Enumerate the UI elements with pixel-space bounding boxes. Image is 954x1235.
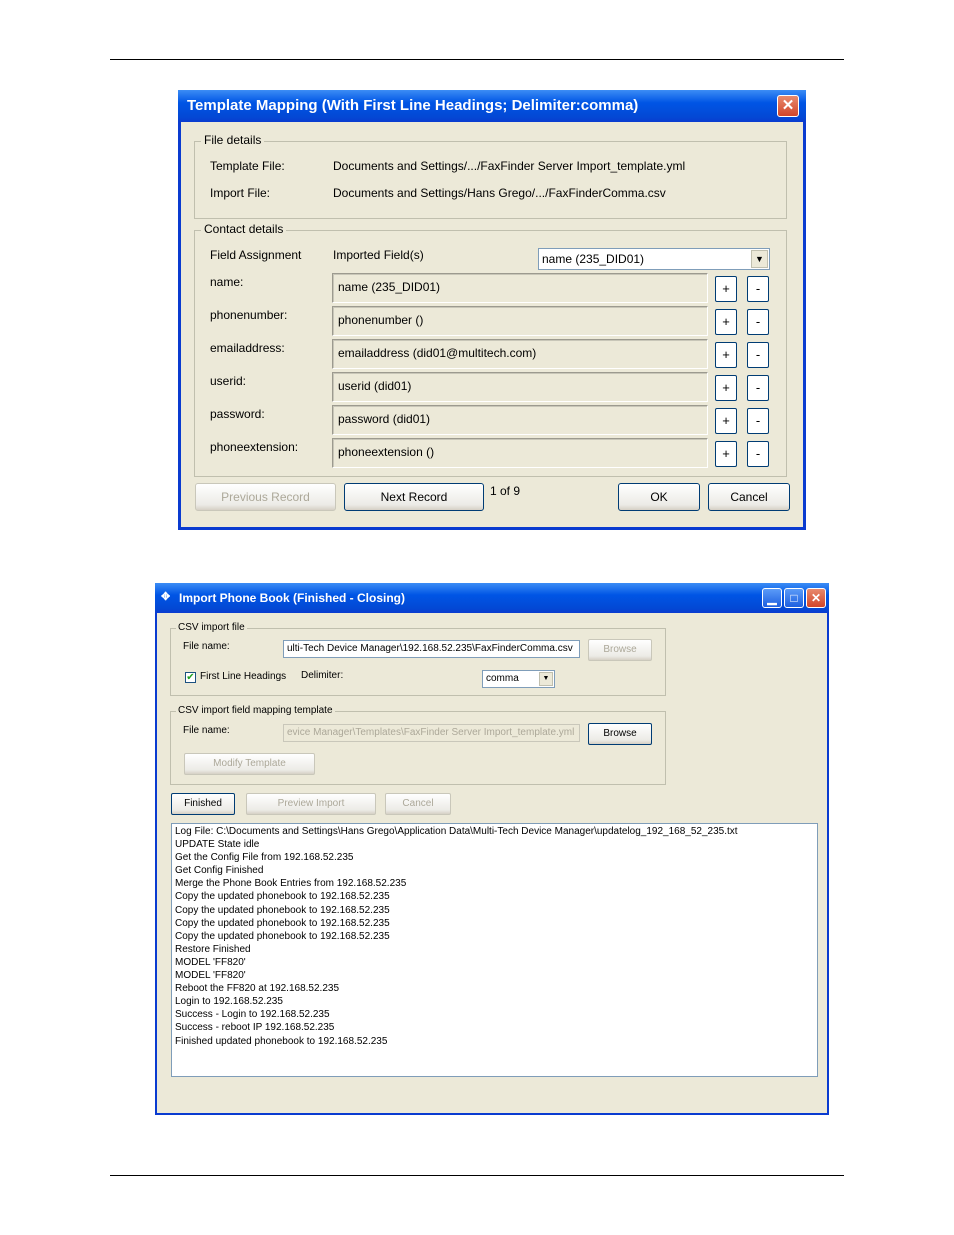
template-mapping-dialog <box>178 90 806 530</box>
browse-csv-button[interactable]: Browse <box>588 639 652 661</box>
minimize-icon: ▁ <box>767 591 777 605</box>
log-line: Merge the Phone Book Entries from 192.168.52.235 <box>175 878 407 890</box>
csv-file-name-input[interactable]: ulti-Tech Device Manager\192.168.52.235\FaxFinderComma.csv <box>283 640 580 658</box>
remove-mapping-button-emailaddress[interactable]: - <box>747 342 769 368</box>
log-line: Success - reboot IP 192.168.52.235 <box>175 1022 335 1034</box>
mapped-field-userid[interactable]: userid (did01) <box>332 372 708 402</box>
log-line: Log File: C:\Documents and Settings\Hans Grego\Application Data\Multi-Tech Device Manager\updatelog_192_168_52_235.txt <box>175 826 738 837</box>
log-line: Copy the updated phonebook to 192.168.52.235 <box>175 891 390 903</box>
add-mapping-button-phonenumber[interactable]: + <box>715 309 737 335</box>
field-label-phonenumber: phonenumber: <box>210 308 288 322</box>
cancel-button[interactable]: Cancel <box>708 483 790 511</box>
mapped-field-emailaddress[interactable]: emailaddress (did01@multitech.com) <box>332 339 708 369</box>
maximize-icon: □ <box>790 591 798 605</box>
import-file-value: Documents and Settings/Hans Grego/.../FaxFinderComma.csv <box>333 186 666 200</box>
first-line-headings-checkbox[interactable] <box>185 672 196 683</box>
log-line: Success - Login to 192.168.52.235 <box>175 1009 330 1021</box>
dialog-title: Import Phone Book (Finished - Closing) <box>179 591 405 605</box>
add-mapping-button-name[interactable]: + <box>715 276 737 302</box>
file-name-label: File name: <box>183 641 230 652</box>
dialog-title: Template Mapping (With First Line Headings; Delimiter:comma) <box>187 97 639 114</box>
log-line: Copy the updated phonebook to 192.168.52.235 <box>175 930 390 942</box>
page-header-rule <box>110 59 844 60</box>
delimiter-selected: comma <box>486 673 519 684</box>
close-icon: ✕ <box>810 591 822 605</box>
close-button[interactable] <box>777 95 799 117</box>
add-mapping-button-password[interactable]: + <box>715 408 737 434</box>
log-line: MODEL 'FF820' <box>175 970 246 982</box>
log-line: UPDATE State idle <box>175 839 260 851</box>
field-assignment-label: Field Assignment <box>210 248 302 262</box>
chevron-down-icon[interactable]: ▼ <box>751 250 768 268</box>
delimiter-label: Delimiter: <box>301 670 344 681</box>
log-line: Get the Config File from 192.168.52.235 <box>175 852 354 864</box>
modify-template-button[interactable]: Modify Template <box>184 753 315 775</box>
checkmark-icon: ✔ <box>186 672 195 683</box>
group-legend: File details <box>201 133 264 147</box>
add-mapping-button-emailaddress[interactable]: + <box>715 342 737 368</box>
minimize-button[interactable] <box>762 588 782 608</box>
log-line: Reboot the FF820 at 192.168.52.235 <box>175 983 340 995</box>
cancel-import-button[interactable]: Cancel <box>385 793 451 815</box>
field-label-userid: userid: <box>210 374 247 388</box>
add-mapping-button-userid[interactable]: + <box>715 375 737 401</box>
log-line: Copy the updated phonebook to 192.168.52.235 <box>175 917 390 929</box>
imported-fields-selected: name (235_DID01) <box>542 252 645 266</box>
field-label-phoneextension: phoneextension: <box>210 440 299 454</box>
chevron-down-icon[interactable]: ▼ <box>539 672 553 686</box>
log-line: Get Config Finished <box>175 865 264 877</box>
maximize-button[interactable] <box>784 588 804 608</box>
log-line: Copy the updated phonebook to 192.168.52.235 <box>175 904 390 916</box>
mapped-field-name[interactable]: name (235_DID01) <box>332 273 708 303</box>
add-mapping-button-phoneextension[interactable]: + <box>715 441 737 467</box>
app-icon: ✥ <box>161 591 171 603</box>
group-legend: CSV import field mapping template <box>178 705 333 716</box>
import-phone-book-dialog <box>155 583 829 1115</box>
remove-mapping-button-phoneextension[interactable]: - <box>747 441 769 467</box>
group-legend: Contact details <box>201 222 286 236</box>
imported-fields-dropdown[interactable] <box>538 248 770 270</box>
imported-fields-label: Imported Field(s) <box>333 248 424 262</box>
field-label-name: name: <box>210 275 244 289</box>
log-line: MODEL 'FF820' <box>175 956 246 968</box>
preview-import-button[interactable]: Preview Import <box>246 793 376 815</box>
field-label-password: password: <box>210 407 265 421</box>
dialog-titlebar[interactable] <box>155 583 829 613</box>
first-line-headings-label: First Line Headings <box>200 671 287 682</box>
import-file-label: Import File: <box>210 186 271 200</box>
log-output[interactable] <box>171 823 818 1077</box>
log-line: Login to 192.168.52.235 <box>175 996 283 1008</box>
mapped-field-phoneextension[interactable]: phoneextension () <box>332 438 708 468</box>
mapped-field-password[interactable]: password (did01) <box>332 405 708 435</box>
template-file-name-input[interactable]: evice Manager\Templates\FaxFinder Server Import_template.yml <box>283 724 580 742</box>
group-legend: CSV import file <box>178 622 245 633</box>
ok-button[interactable]: OK <box>618 483 700 511</box>
browse-template-button[interactable]: Browse <box>588 723 652 745</box>
dialog-titlebar[interactable] <box>178 90 806 122</box>
delimiter-dropdown[interactable] <box>482 670 555 688</box>
file-name-label: File name: <box>183 725 230 736</box>
field-label-emailaddress: emailaddress: <box>210 341 285 355</box>
page-footer-rule <box>110 1175 844 1176</box>
close-button[interactable] <box>806 588 826 608</box>
mapped-field-phonenumber[interactable]: phonenumber () <box>332 306 708 336</box>
log-line: Restore Finished <box>175 943 251 955</box>
next-record-button[interactable]: Next Record <box>344 483 484 511</box>
file-details-group <box>194 133 787 219</box>
remove-mapping-button-phonenumber[interactable]: - <box>747 309 769 335</box>
finished-button[interactable]: Finished <box>171 793 235 815</box>
template-file-value: Documents and Settings/.../FaxFinder Server Import_template.yml <box>333 159 686 173</box>
close-icon: ✕ <box>781 97 795 114</box>
template-file-label: Template File: <box>210 159 285 173</box>
remove-mapping-button-userid[interactable]: - <box>747 375 769 401</box>
record-counter: 1 of 9 <box>490 484 521 498</box>
log-line: Finished updated phonebook to 192.168.52.235 <box>175 1035 388 1047</box>
remove-mapping-button-name[interactable]: - <box>747 276 769 302</box>
remove-mapping-button-password[interactable]: - <box>747 408 769 434</box>
previous-record-button[interactable]: Previous Record <box>195 483 336 511</box>
